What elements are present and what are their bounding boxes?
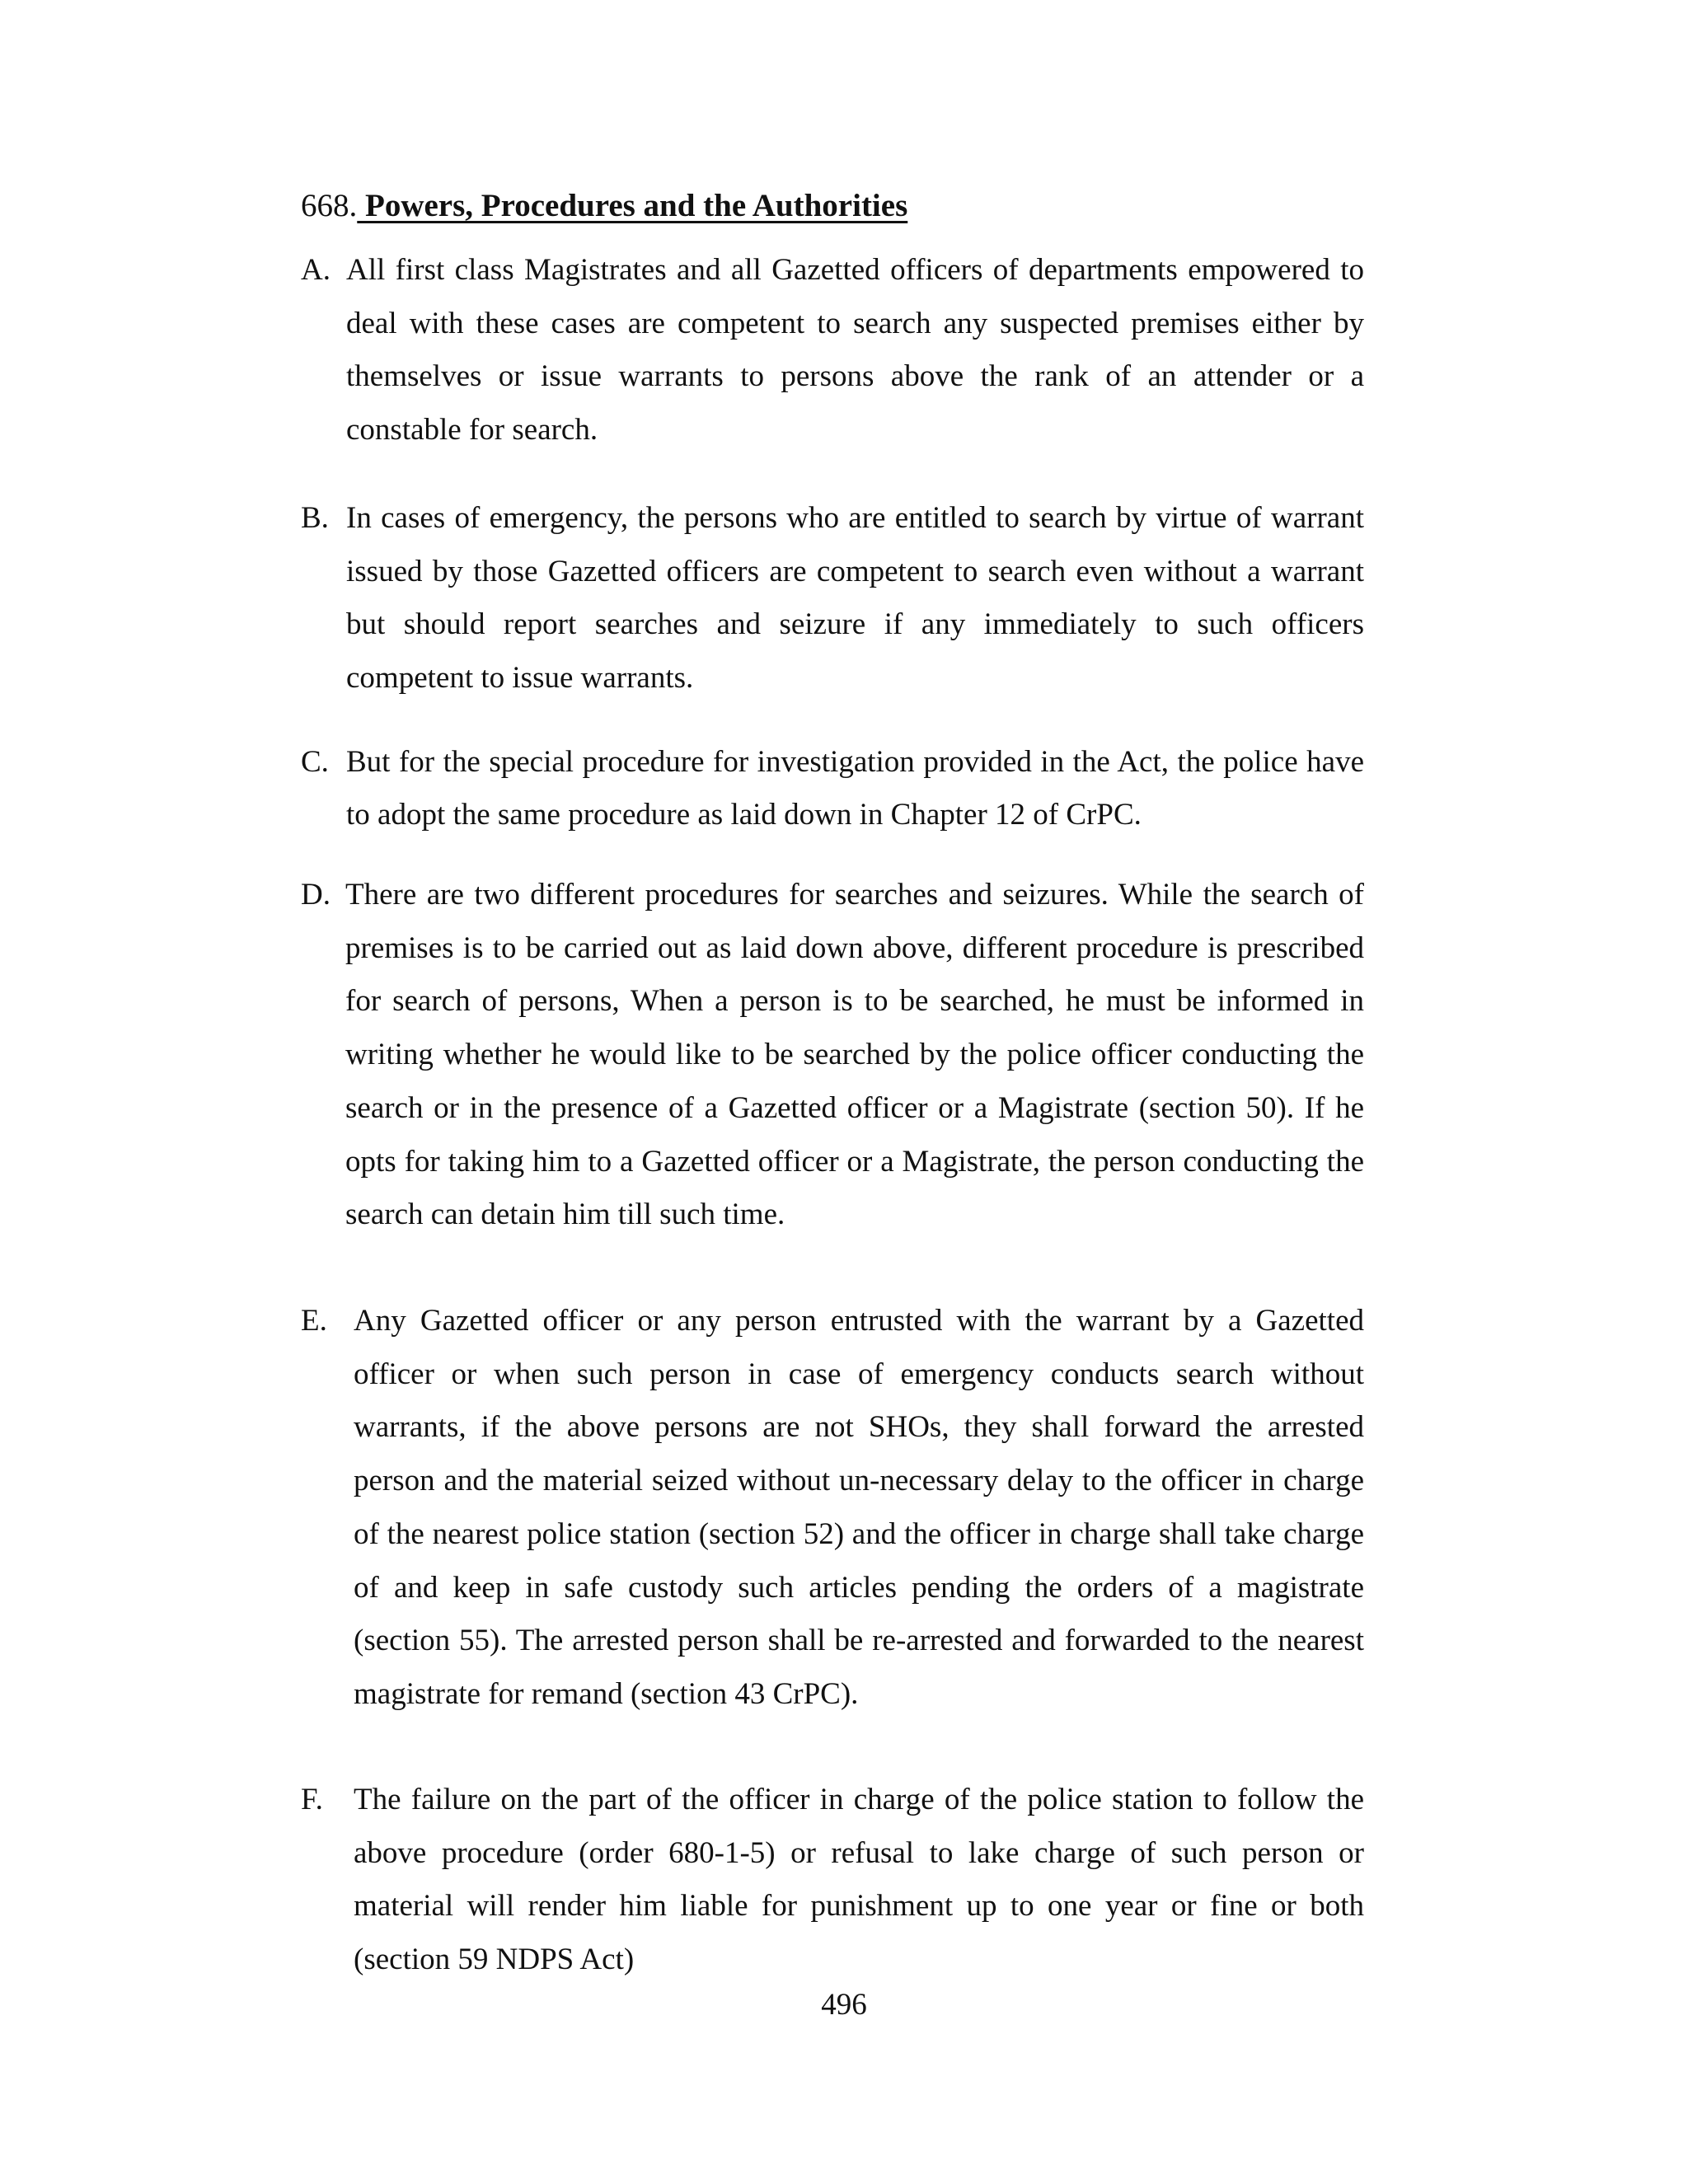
item-label: E. [301, 1304, 327, 1338]
item-label: C. [301, 745, 329, 779]
item-label: A. [301, 253, 331, 287]
paragraph-item-f [301, 1774, 1364, 1987]
item-text: There are two different procedures for searches and seizures. While the search of premises is to be carried out as laid down above, different procedure is prescribed for search of persons, When a person is to be searched, he must be informed in writing whether he would like to be searched by the police officer conducting the search or in the presence of a Gazetted officer or a Magistrate (section 50). If he opts for taking him to a Gazetted officer or a Magistrate, the person conducting the search can detain him till such time. [345, 878, 1364, 1232]
section-number: 668. [301, 188, 358, 223]
section-title: Powers, Procedures and the Authorities [357, 188, 908, 223]
paragraph-item-b [301, 492, 1364, 705]
item-text: In cases of emergency, the persons who are entitled to search by virtue of warrant issued by those Gazetted officers are competent to search even without a warrant but should report searches and seizure if any immediately to such officers competent to issue warrants. [346, 501, 1364, 695]
paragraph-item-a [301, 244, 1364, 457]
paragraph-item-e [301, 1295, 1364, 1722]
section-heading [301, 183, 907, 229]
item-label: B. [301, 501, 329, 535]
item-text: All first class Magistrates and all Gazetted officers of departments empowered to deal with these cases are competent to search any suspected premises either by themselves or issue warrants to persons above the rank of an attender or a constable for search. [346, 253, 1364, 447]
item-text: Any Gazetted officer or any person entrusted with the warrant by a Gazetted officer or when such person in case of emergency conducts search without warrants, if the above persons are not SHOs, they shall forward the arrested person and the material seized without un-necessary delay to the officer in charge of the nearest police station (section 52) and the officer in charge shall take charge of and keep in safe custody such articles pending the orders of a magistrate (section 55). The arrested person shall be re-arrested and forwarded to the nearest magistrate for remand (section 43 CrPC). [354, 1304, 1364, 1711]
paragraph-item-d [301, 869, 1364, 1242]
item-label: F. [301, 1783, 323, 1816]
page-number: 496 [821, 1988, 867, 2022]
item-label: D. [301, 878, 331, 912]
paragraph-item-c [301, 736, 1364, 841]
item-text: The failure on the part of the officer in charge of the police station to follow the above procedure (order 680-1-5) or refusal to lake charge of such person or material will render him liable for punishment up to one year or fine or both (section 59 NDPS Act) [354, 1783, 1364, 1977]
item-text: But for the special procedure for investigation provided in the Act, the police have to adopt the same procedure as laid down in Chapter 12 of CrPC. [346, 745, 1364, 832]
